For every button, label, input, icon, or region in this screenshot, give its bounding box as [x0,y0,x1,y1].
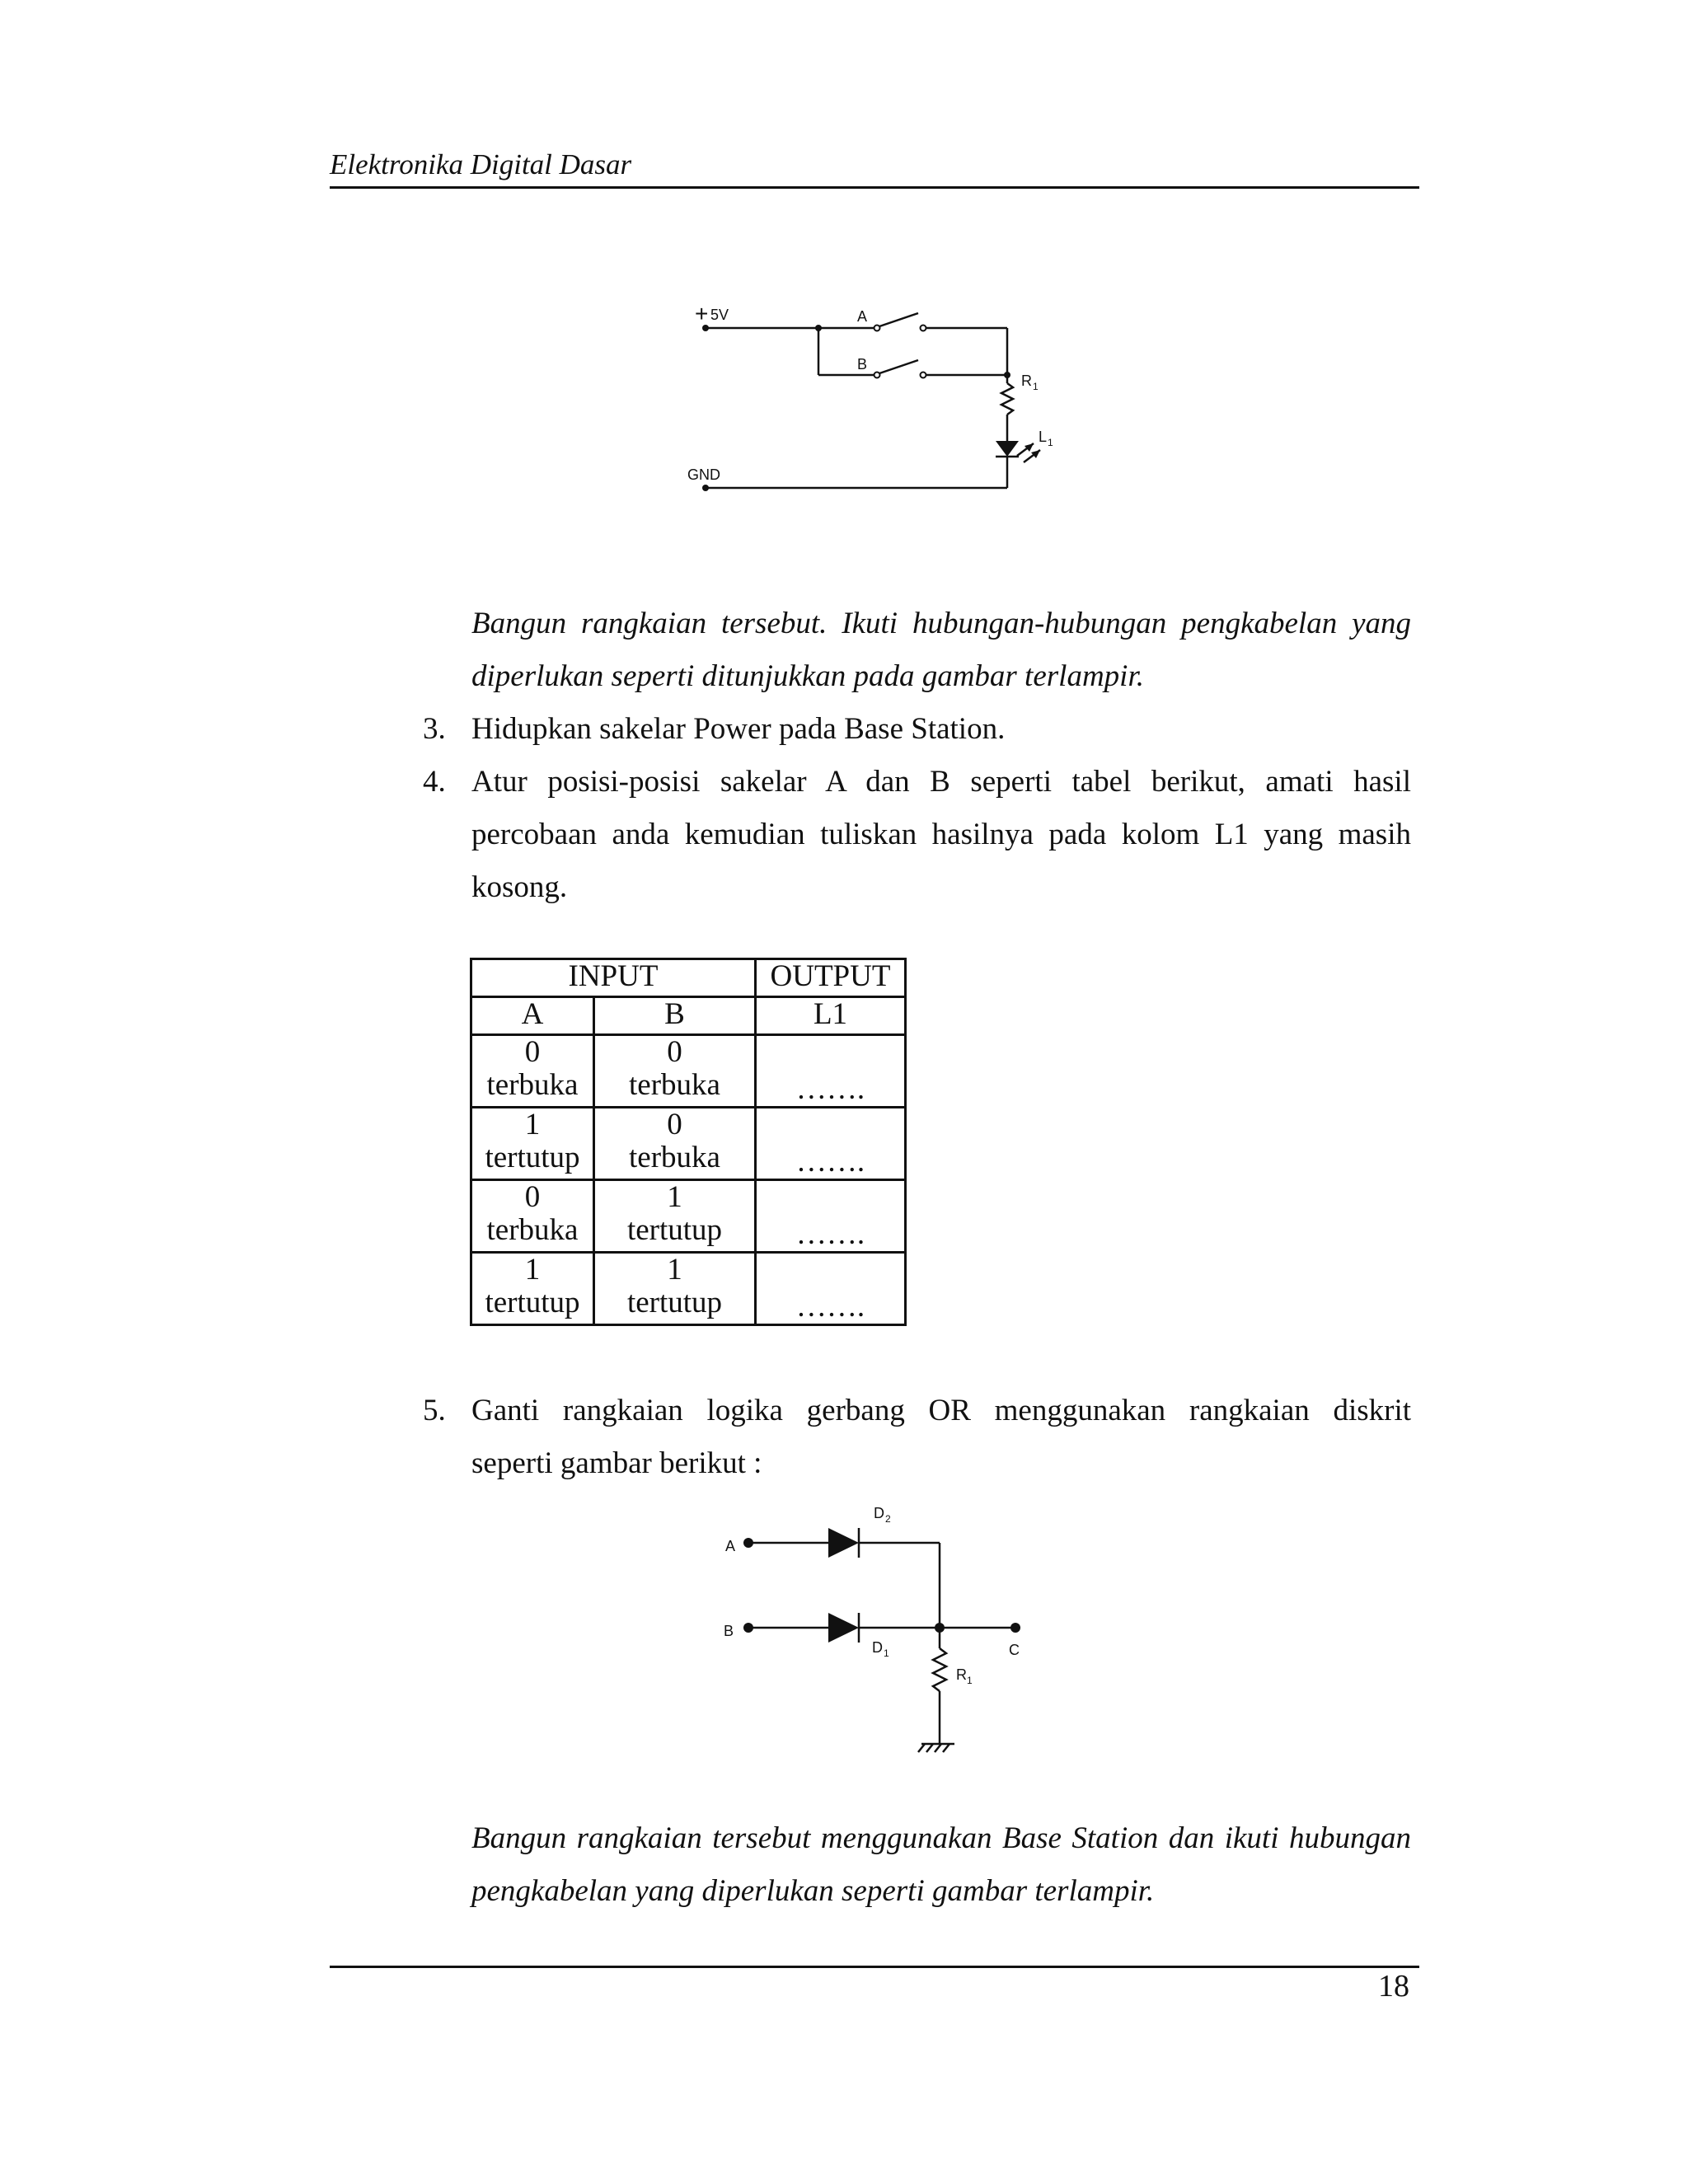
gnd-label: GND [687,466,720,483]
cell-value: 1 [524,1108,541,1141]
output-blank: ……. [795,1217,865,1251]
footer-rule [330,1966,1419,1968]
output-blank: ……. [795,1290,865,1324]
cell-state: tertutup [626,1213,723,1247]
header-output: OUTPUT [756,959,906,997]
cell-value: 0 [524,1180,541,1214]
table-row [471,1035,906,1108]
cell-state: tertutup [485,1141,580,1174]
paragraph-line: pengkabelan yang diperlukan seperti gambar terlampir. [471,1874,1155,1908]
step-text-line: Atur posisi-posisi sakelar A dan B seperti tabel berikut, amati hasil [471,765,1411,799]
cell-state: tertutup [485,1286,580,1319]
plus-sign: + [695,301,709,326]
resistor-label: R [1021,373,1032,389]
cell-value: 1 [667,1253,682,1286]
cell-value: 1 [667,1180,682,1214]
circuit-diagram-switches [684,297,1080,503]
page-number: 18 [1378,1969,1409,2004]
header-col-a: A [471,997,594,1035]
cell-state: terbuka [486,1068,579,1102]
running-header: Elektronika Digital Dasar [330,148,632,180]
step-text-line: seperti gambar berikut : [471,1446,762,1480]
led-label: L [1039,429,1048,445]
table-header-row [471,959,906,997]
instruction-paragraph-2 [471,1812,1411,1918]
table-subheader-row [471,997,906,1035]
step-3 [423,703,1411,756]
diode-d1-subscript: 1 [884,1647,889,1659]
vcc-label: 5V [710,307,729,323]
step-number: 5. [423,1394,446,1427]
cell-value: 0 [667,1108,682,1141]
step-number: 3. [423,712,446,746]
table-row [471,1253,906,1325]
table-row [471,1180,906,1253]
truth-table [470,958,907,1326]
paragraph-line: diperlukan seperti ditunjukkan pada gambar terlampir. [471,659,1144,693]
diode-d2-subscript: 2 [885,1513,891,1525]
circuit-diagram-diode-or [709,1500,1055,1764]
header-col-l1: L1 [756,997,906,1035]
cell-value: 1 [524,1253,541,1286]
table-row [471,1108,906,1180]
cell-value: 0 [524,1035,541,1069]
header-input: INPUT [471,959,756,997]
switch-b-label: B [857,356,868,373]
step-5 [423,1385,1411,1490]
cell-state: terbuka [486,1213,579,1247]
header-col-b: B [594,997,756,1035]
resistor-r1-label: R [956,1666,967,1683]
paragraph-line: Bangun rangkaian tersebut menggunakan Base Station dan ikuti hubungan [471,1821,1411,1855]
header-rule [330,186,1419,189]
switch-a-label: A [857,308,868,325]
led-subscript: 1 [1048,437,1053,448]
paragraph-line: Bangun rangkaian tersebut. Ikuti hubungan-hubungan pengkabelan yang [471,607,1411,640]
output-blank: ……. [795,1072,865,1106]
cell-state: terbuka [629,1068,720,1102]
input-a-label: A [725,1538,736,1554]
step-text-line: Ganti rangkaian logika gerbang OR menggunakan rangkaian diskrit [471,1394,1411,1427]
instruction-paragraph-1 [471,598,1411,703]
diode-d1-label: D [872,1639,883,1656]
output-blank: ……. [795,1145,865,1179]
cell-value: 0 [667,1035,682,1069]
step-text-line: percobaan anda kemudian tuliskan hasilnya pada kolom L1 yang masih [471,818,1411,851]
output-c-label: C [1009,1642,1020,1658]
diode-d2-label: D [874,1505,884,1521]
resistor-subscript: 1 [1033,381,1039,392]
resistor-r1-subscript: 1 [967,1675,973,1686]
cell-state: tertutup [626,1286,723,1319]
step-text-line: kosong. [471,870,568,904]
cell-state: terbuka [629,1141,720,1174]
step-number: 4. [423,765,446,799]
input-b-label: B [724,1623,734,1639]
step-text-line: Hidupkan sakelar Power pada Base Station. [471,712,1006,746]
step-4 [423,756,1411,914]
